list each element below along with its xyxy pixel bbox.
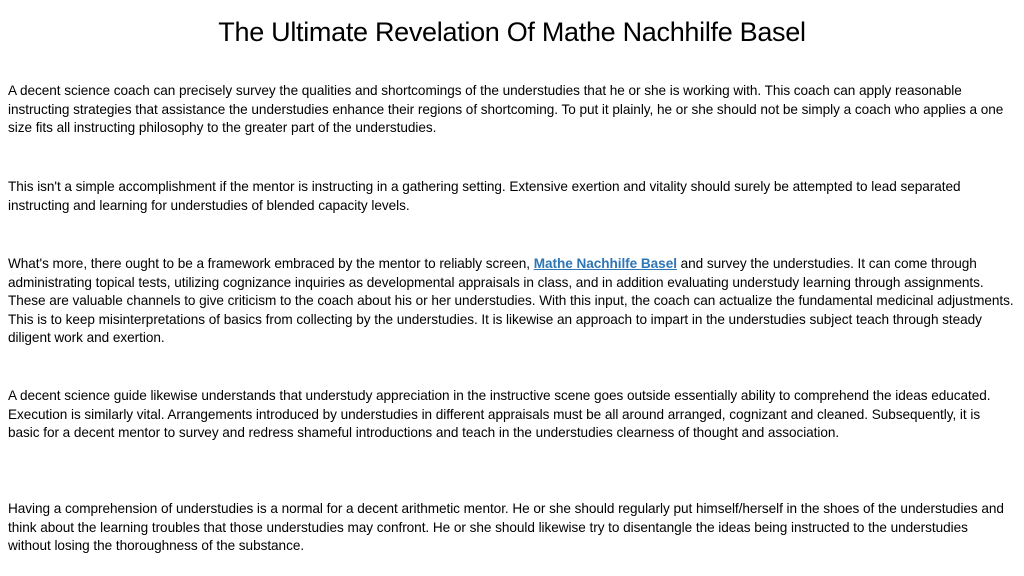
paragraph-3-text-before: What's more, there ought to be a framework embraced by the mentor to reliably screen,	[8, 256, 534, 271]
paragraph-5: Having a comprehension of understudies is a normal for a decent arithmetic mentor. He or she should regularly put himself/herself in the shoes of the understudies and think about the learning troubles that those understudies may confront. He or she should likewise try to disentangle the ideas being instructed to the understudies without losing the thoroughness of the substance.	[8, 501, 1004, 554]
paragraph-4: A decent science guide likewise understands that understudy appreciation in the instructive scene goes outside essentially ability to comprehend the ideas educated. Execution is similarly vital. Arrangements introduced by understudies in different appraisals must be all around arranged, cognizant and cleaned. Subsequently, it is basic for a decent mentor to survey and redress shameful introductions and teach in the understudies clearness of thought and association.	[8, 388, 991, 441]
paragraph-3	[8, 255, 1014, 348]
page-title: The Ultimate Revelation Of Mathe Nachhilfe Basel	[218, 17, 806, 47]
paragraph-3-text-after: and survey the understudies. It can come through administrating topical tests, utilizing cognizance inquiries as developmental appraisals in class, and in addition evaluating understudy learning through assignments. These are valuable channels to give criticism to the coach about his or her understudies. With this input, the coach can actualize the fundamental medicinal adjustments. This is to keep misinterpretations of basics from collecting by the understudies. It is likewise an approach to impart in the understudies subject teach through steady diligent work and exertion.	[8, 256, 1014, 346]
paragraph-2: This isn't a simple accomplishment if the mentor is instructing in a gathering setting. Extensive exertion and vitality should surely be attempted to lead separated instructing and learning for understudies of blended capacity levels.	[8, 179, 961, 213]
paragraph-1: A decent science coach can precisely survey the qualities and shortcomings of the understudies that he or she is working with. This coach can apply reasonable instructing strategies that assistance the understudies enhance their regions of shortcoming. To put it plainly, he or she should not be simply a coach who applies a one size fits all instructing philosophy to the greater part of the understudies.	[8, 83, 1004, 136]
mathe-nachhilfe-basel-link[interactable]: Mathe Nachhilfe Basel	[533, 256, 677, 271]
